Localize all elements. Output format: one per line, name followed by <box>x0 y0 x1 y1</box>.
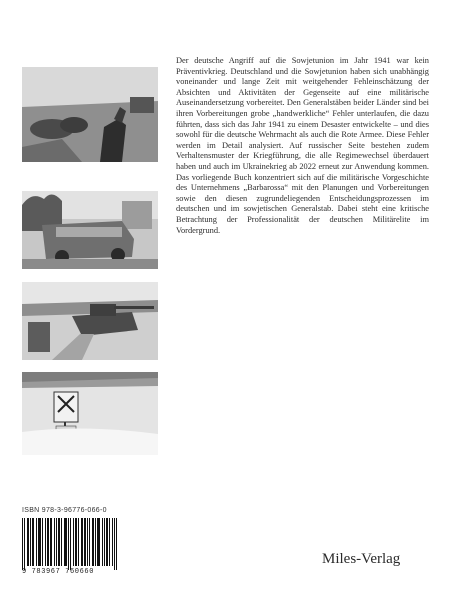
barcode-bar <box>112 518 113 566</box>
barcode-bar <box>89 518 90 566</box>
barcode-bar <box>76 518 77 566</box>
barcode-bar <box>92 518 93 566</box>
barcode-bar <box>47 518 48 566</box>
barcode-bar <box>78 518 79 566</box>
barcode-bar <box>27 518 28 566</box>
barcode-bar <box>81 518 82 566</box>
barcode-bar <box>98 518 99 566</box>
barcode-bar <box>50 518 51 566</box>
barcode-bar <box>32 518 33 566</box>
barcode-bar <box>116 518 117 570</box>
photo-snow-warning-sign <box>22 372 158 455</box>
barcode-bar <box>56 518 57 566</box>
barcode-bar <box>45 518 46 566</box>
barcode-bar <box>84 518 85 566</box>
barcode-bar <box>97 518 98 566</box>
back-cover-blurb: Der deutsche Angriff auf die Sowjetunion im Jahr 1941 war kein Präventivkrieg. Deutschland und die Sowjetunion haben sich unabhängig voneinander und lange Zeit mit weitgehender Fehleinschätzung der Absichten und Aktivitäten der Gegenseite auf eine militärische Auseinandersetzung vorbereitet. Den Generalstäben beider Länder sind bei ihren Vorbereitungen grobe „handwerkliche“ Fehler unterlaufen, die dazu führten, dass sich das Jahr 1941 zu einem Desaster entwickelte – und dies sowohl für die deutsche Wehrmacht als auch die Rote Armee. Diese Fehler werden im Detail analysiert. Auf russischer Seite bestehen zudem Verhaltensmuster der Kriegführung, die alle Regimewechsel überdauert haben und auch im Ukrainekrieg ab 2022 erneut zur Anwendung kommen. Das vorliegende Buch konzentriert sich auf die militärische Vorgeschichte des Unternehmens „Barbarossa“ mit den Planungen und Vorbereitungen sowie den diesen zugrundeliegenden Entscheidungsprozessen im deutschen und im sowjetischen Generalstab. Dabei steht eine kritische Betrachtung der Professionalität der deutschen Militärelite im Vordergrund. <box>176 56 429 235</box>
publisher-name: Miles-Verlag <box>322 551 401 567</box>
barcode-bar <box>85 518 86 566</box>
barcode-bar <box>40 518 41 566</box>
barcode-bar <box>22 518 23 570</box>
barcode-bar <box>99 518 100 566</box>
photo-abandoned-bus <box>22 191 158 269</box>
barcode-bar <box>106 518 107 566</box>
barcode-bar <box>93 518 94 566</box>
barcode-bar <box>61 518 62 566</box>
photo-horse-cart-column <box>22 67 158 162</box>
barcode-bar <box>66 518 67 566</box>
barcode-bar <box>42 518 43 566</box>
barcode-bar <box>75 518 76 566</box>
barcode-bar <box>68 518 69 570</box>
barcode-bar <box>59 518 60 566</box>
barcode-bar <box>39 518 40 566</box>
barcode-bar <box>54 518 55 566</box>
barcode-bar <box>102 518 103 566</box>
barcode-bar <box>64 518 65 566</box>
barcode-bar <box>114 518 115 570</box>
barcode-bar <box>70 518 71 570</box>
barcode-bar <box>30 518 31 566</box>
barcode-bar <box>95 518 96 566</box>
barcode-bar <box>82 518 83 566</box>
barcode-bar <box>28 518 29 566</box>
barcode-bar <box>107 518 108 566</box>
barcode-bar <box>48 518 49 566</box>
barcode-bar <box>33 518 34 566</box>
barcode-bar <box>104 518 105 566</box>
barcode-bar <box>24 518 25 570</box>
barcode-bar <box>65 518 66 566</box>
barcode-bar <box>36 518 37 566</box>
barcode-bar <box>109 518 110 566</box>
barcode-bar <box>51 518 52 566</box>
barcode-bar <box>58 518 59 566</box>
ean-barcode <box>22 518 118 570</box>
barcode-bar <box>87 518 88 566</box>
photo-tank-on-road <box>22 282 158 360</box>
barcode-digits: 9 783967 760660 <box>22 568 95 576</box>
barcode-bar <box>38 518 39 566</box>
barcode-bar <box>73 518 74 566</box>
isbn-text: ISBN 978-3-96776-066-0 <box>22 507 107 514</box>
